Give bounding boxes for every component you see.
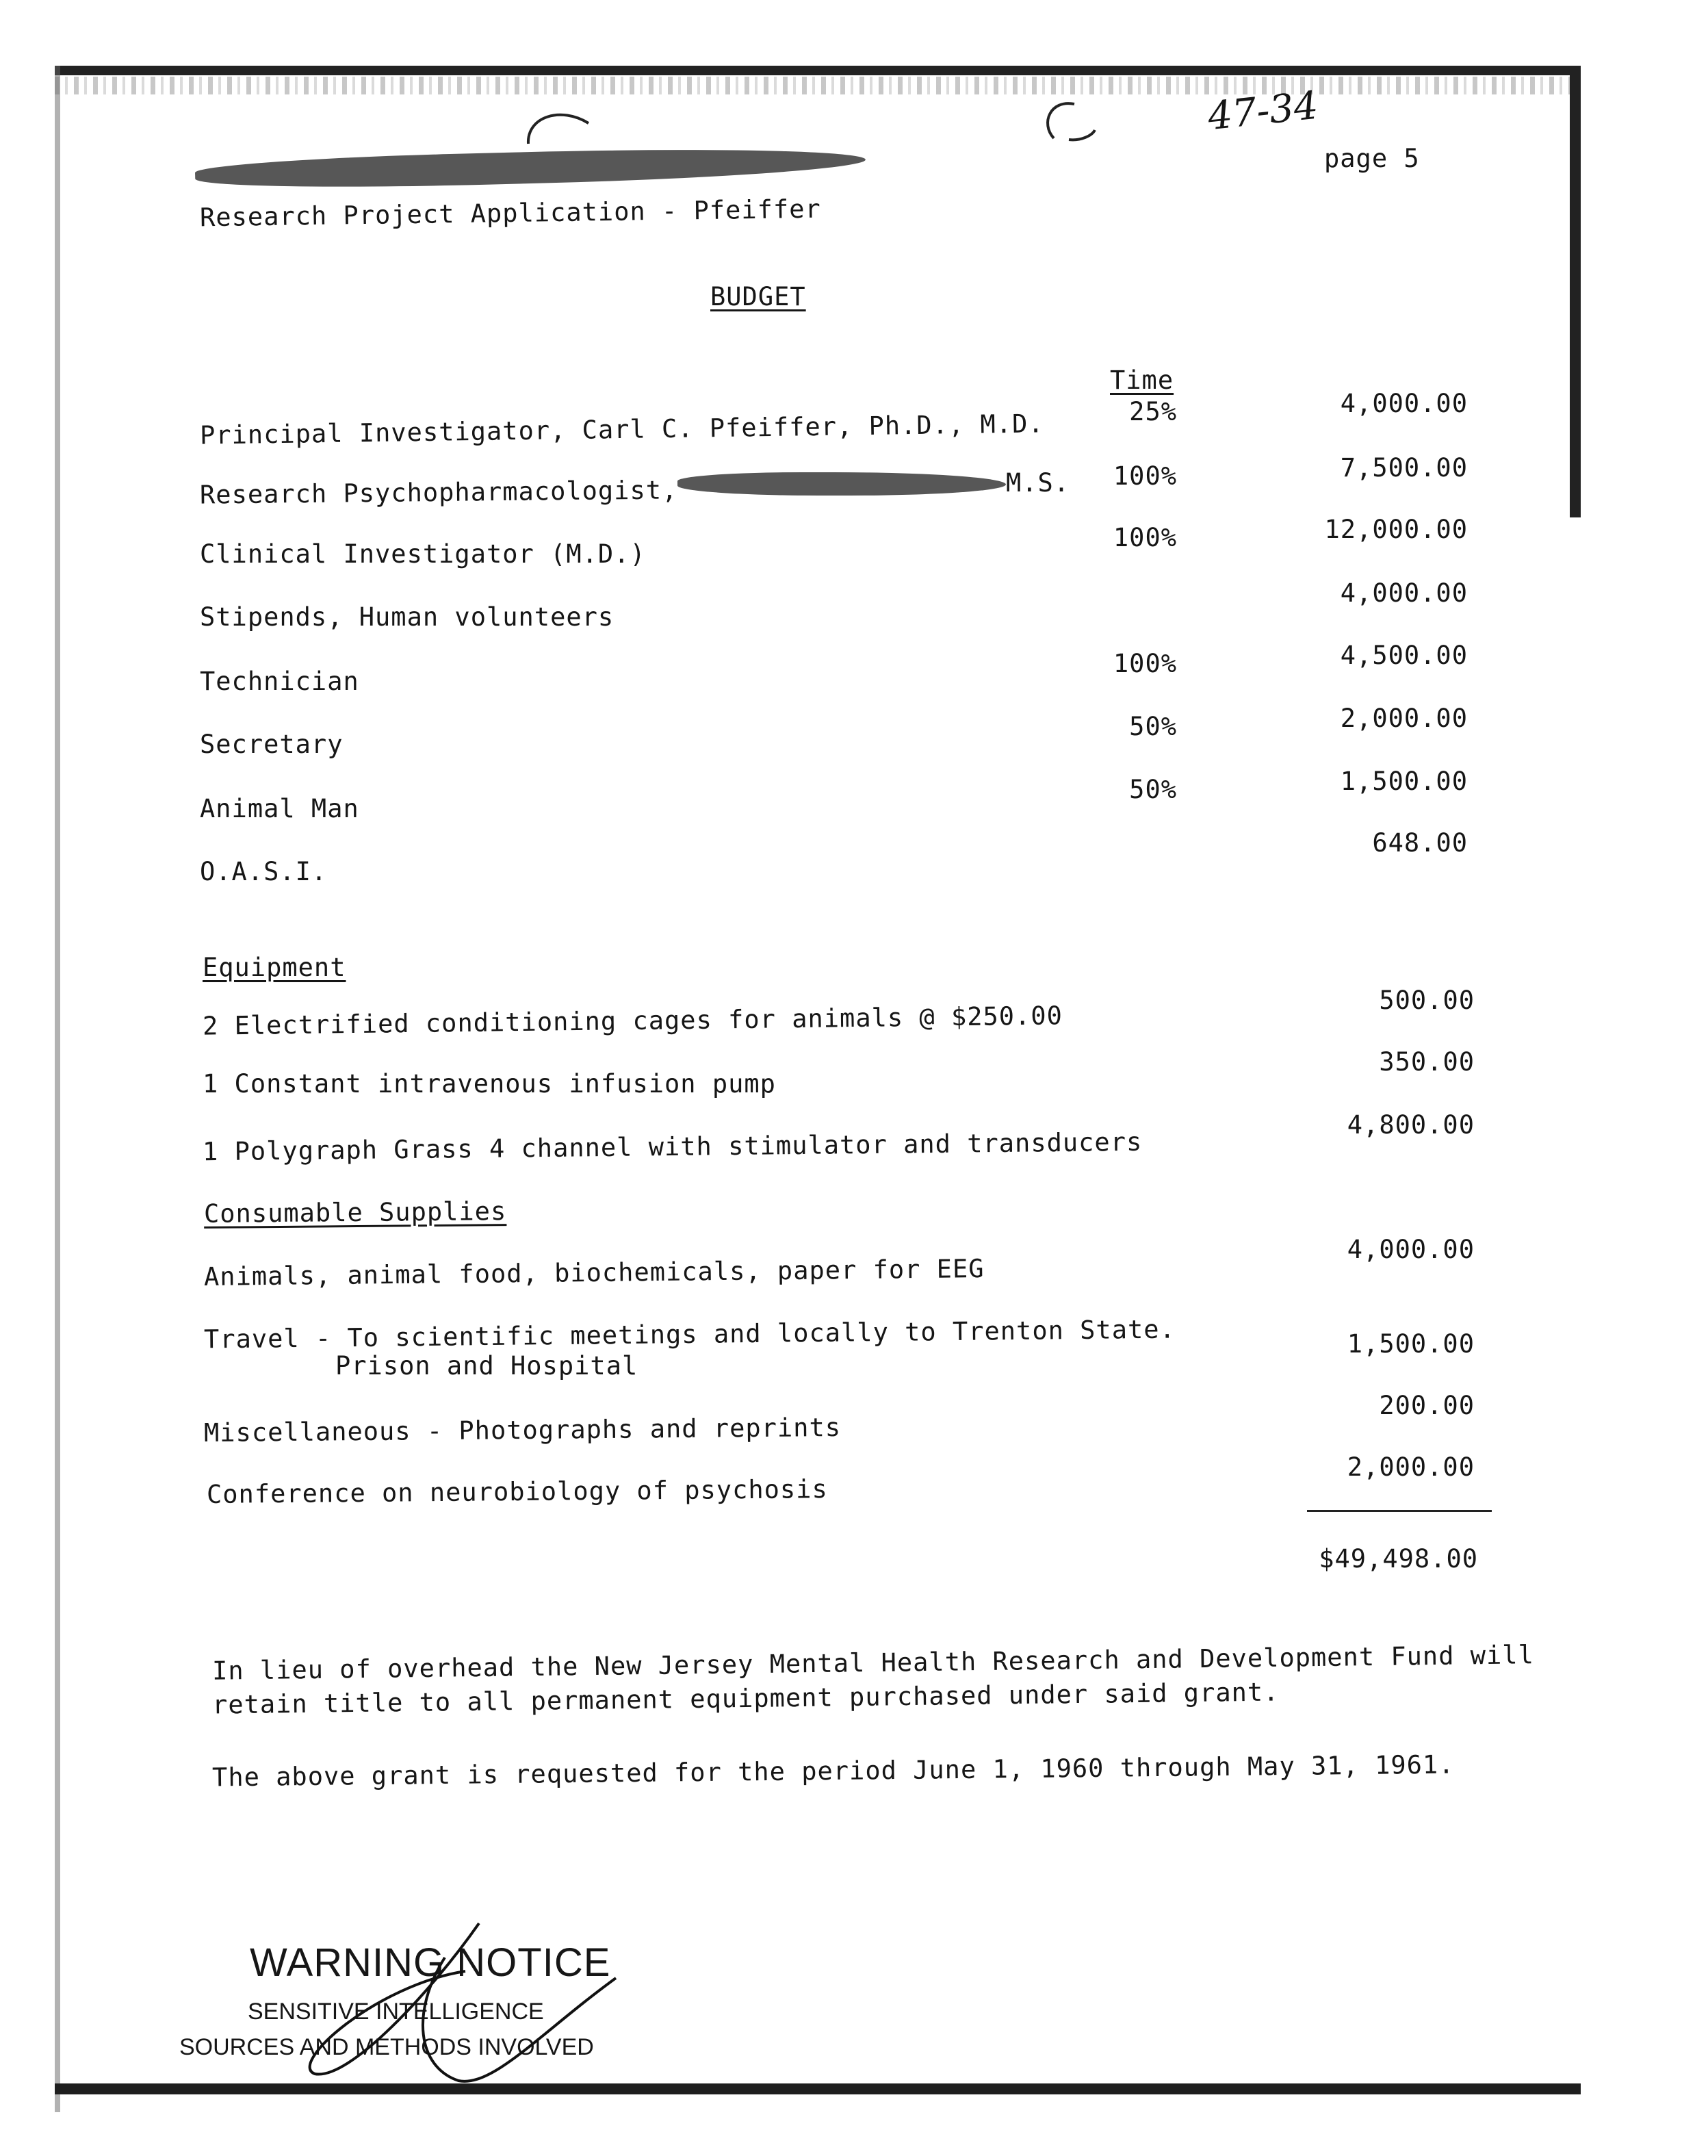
line-item-amount: 350.00	[1379, 1047, 1475, 1077]
line-item-label: Research Psychopharmacologist,	[199, 475, 678, 510]
line-item-time: 50%	[1129, 712, 1177, 741]
line-item-time: 50%	[1129, 775, 1177, 804]
line-item-amount: 4,000.00	[1347, 1235, 1475, 1264]
line-item-label: Conference on neurobiology of psychosis	[206, 1474, 828, 1509]
page-number: page 5	[1324, 144, 1420, 173]
punch-hole-mark-left	[520, 103, 602, 151]
warning-stamp-line2: SOURCES AND METHODS INVOLVED	[179, 2034, 594, 2060]
line-item-amount: 648.00	[1372, 828, 1468, 858]
line-item-time: 25%	[1129, 397, 1177, 426]
line-item-time: 100%	[1113, 523, 1177, 552]
line-item-amount: 2,000.00	[1340, 704, 1468, 733]
line-item-amount: 2,000.00	[1347, 1452, 1475, 1482]
grant-period-note: The above grant is requested for the period June 1, 1960 through May 31, 1961.	[211, 1749, 1455, 1793]
total-rule	[1307, 1510, 1492, 1512]
line-item-amount: 200.00	[1379, 1391, 1475, 1420]
line-item-label: 1 Constant intravenous infusion pump	[203, 1069, 776, 1099]
budget-total: $49,498.00	[1319, 1544, 1478, 1574]
line-item-label: Stipends, Human volunteers	[200, 602, 614, 632]
line-item-amount: 1,500.00	[1340, 767, 1468, 796]
line-item-label-continued: Prison and Hospital	[335, 1351, 638, 1381]
header-title: Research Project Application - Pfeiffer	[199, 194, 822, 233]
handwritten-initials-signature	[274, 1910, 630, 2108]
warning-stamp-title: WARNING NOTICE	[250, 1940, 611, 1985]
overhead-note-line2: retain title to all permanent equipment purchased under said grant.	[211, 1677, 1280, 1720]
line-item-amount: 12,000.00	[1324, 515, 1468, 544]
budget-title: BUDGET	[710, 282, 806, 311]
scan-noise-top	[55, 77, 1581, 94]
line-item-amount: 7,500.00	[1340, 453, 1468, 483]
line-item-label: O.A.S.I.	[200, 857, 328, 886]
warning-stamp-line1: SENSITIVE INTELLIGENCE	[248, 1999, 544, 2025]
line-item-time: 100%	[1113, 461, 1177, 491]
line-item-amount: 4,000.00	[1340, 389, 1468, 418]
time-column-header: Time	[1110, 365, 1174, 395]
supplies-heading: Consumable Supplies	[203, 1196, 507, 1229]
line-item-amount: 4,500.00	[1340, 641, 1468, 670]
line-item-label: Travel - To scientific meetings and locally to Trenton State.	[203, 1314, 1176, 1355]
overhead-note-line1: In lieu of overhead the New Jersey Mental Health Research and Development Fund will	[211, 1640, 1535, 1686]
redaction-mark	[677, 472, 1006, 496]
line-item-label: Animals, animal food, biochemicals, paper for EEG	[203, 1254, 985, 1292]
scan-edge-left	[55, 66, 60, 2112]
line-item-amount: 4,800.00	[1347, 1110, 1475, 1140]
line-item-label: Miscellaneous - Photographs and reprints	[203, 1412, 842, 1448]
scan-edge-top	[55, 66, 1581, 75]
line-item-label-suffix: M.S.	[1006, 468, 1070, 498]
line-item-label: Clinical Investigator (M.D.)	[200, 539, 646, 569]
line-item-amount: 1,500.00	[1347, 1329, 1475, 1359]
line-item-label: Principal Investigator, Carl C. Pfeiffer, Ph.D., M.D.	[199, 409, 1044, 450]
line-item-time: 100%	[1113, 649, 1177, 678]
equipment-heading: Equipment	[203, 953, 346, 982]
line-item-label: Technician	[200, 667, 359, 696]
punch-hole-mark-right	[1033, 96, 1109, 151]
line-item-label: 2 Electrified conditioning cages for animals @ $250.00	[202, 1001, 1063, 1041]
line-item-label: 1 Polygraph Grass 4 channel with stimulator and transducers	[202, 1127, 1143, 1167]
line-item-label: Secretary	[200, 730, 344, 759]
line-item-label: Animal Man	[200, 794, 359, 823]
line-item-amount: 500.00	[1379, 986, 1475, 1015]
line-item-amount: 4,000.00	[1340, 578, 1468, 608]
scan-edge-right	[1570, 66, 1581, 517]
handwritten-number: 47-34	[1206, 83, 1321, 140]
